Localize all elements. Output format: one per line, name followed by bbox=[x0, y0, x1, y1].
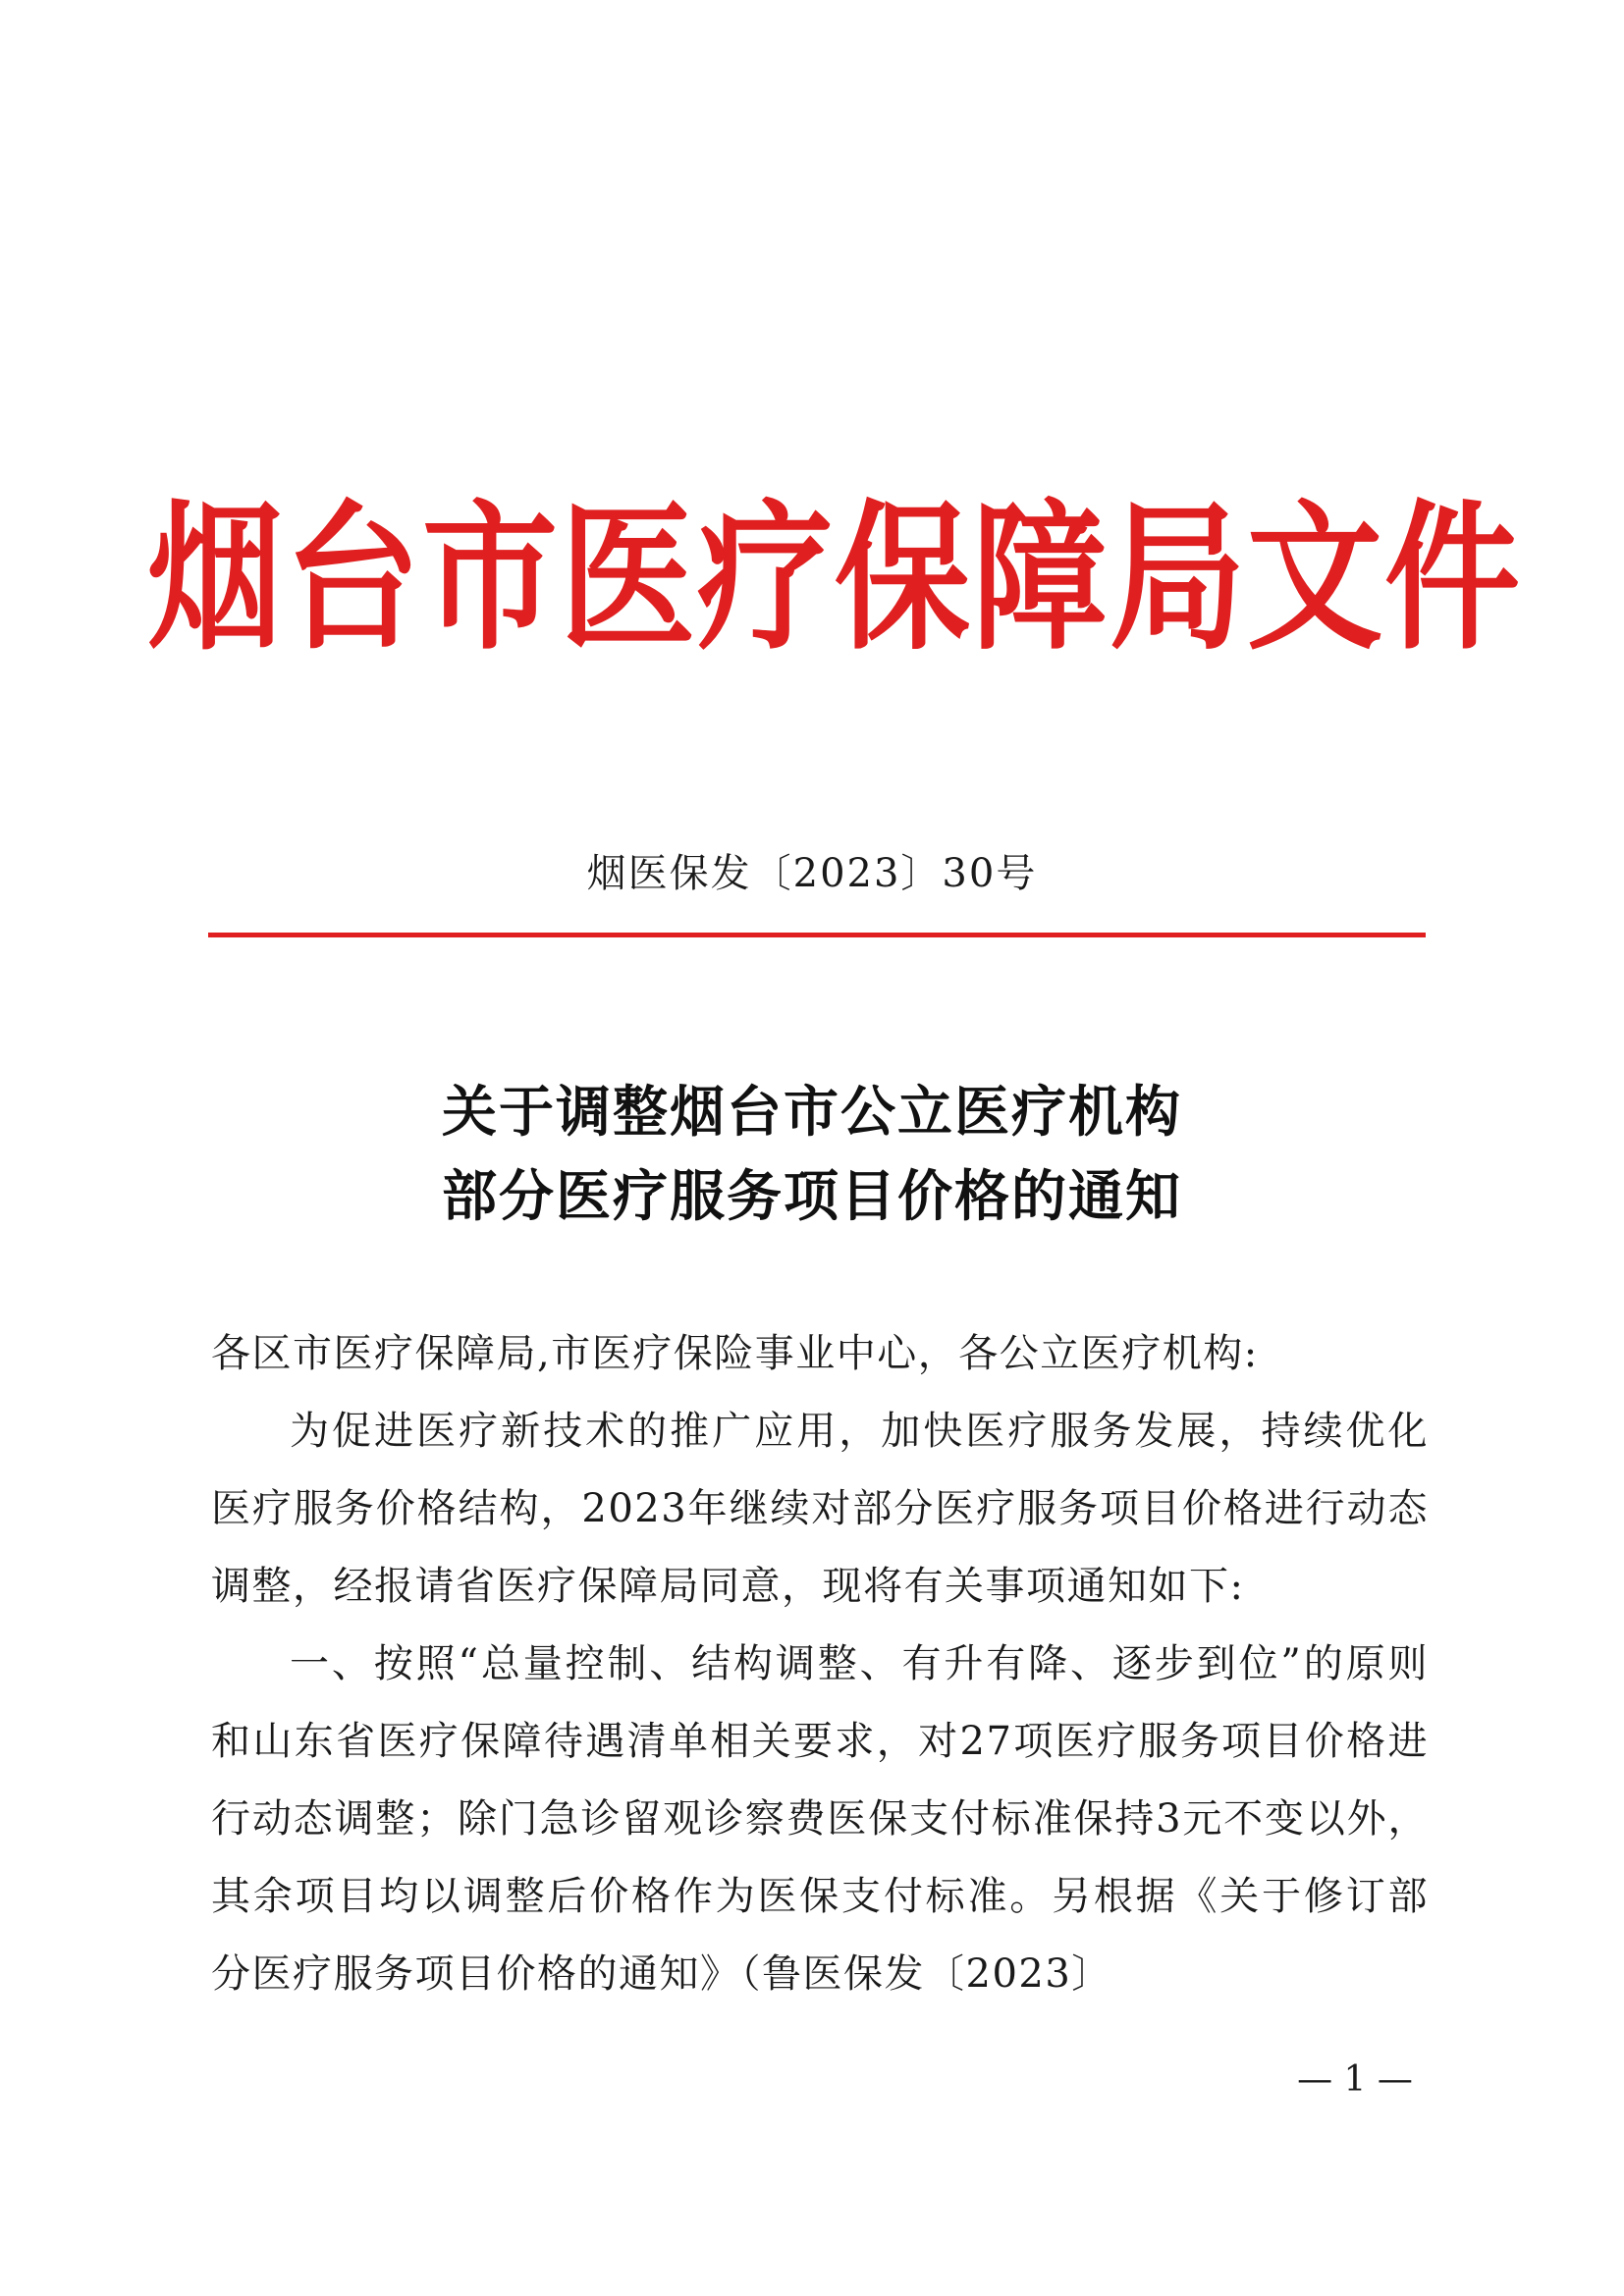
document-number: 烟医保发〔2023〕30号 bbox=[586, 851, 1038, 896]
paragraph-2: 一、按照“总量控制、结构调整、有升有降、逐步到位”的原则和山东省医疗保障待遇清单相关要求，对27项医疗服务项目价格进行动态调整；除门急诊留观诊察费医保支付标准保持3元不变以外，其余项目均以调整后价格作为医保支付标准。另根据《关于修订部分医疗服务项目价格的通知》（鲁医保发〔2023〕 bbox=[211, 1641, 1429, 1997]
notice-title-line-1: 关于调整烟台市公立医疗机构 bbox=[442, 1080, 1182, 1145]
page-number: — 1 — bbox=[1297, 2059, 1413, 2100]
salutation: 各区市医疗保障局,市医疗保险事业中心，各公立医疗机构: bbox=[211, 1331, 1259, 1376]
paragraph-1: 为促进医疗新技术的推广应用，加快医疗服务发展，持续优化医疗服务价格结构，2023年继续对部分医疗服务项目价格进行动态调整，经报请省医疗保障局同意，现将有关事项通知如下: bbox=[211, 1409, 1429, 1609]
notice-title bbox=[0, 1070, 1624, 1239]
red-divider-line bbox=[208, 933, 1426, 937]
notice-body bbox=[211, 1315, 1429, 2013]
notice-title-line-2: 部分医疗服务项目价格的通知 bbox=[442, 1164, 1182, 1229]
masthead-title: 烟台市医疗保障局文件 bbox=[147, 485, 1523, 672]
